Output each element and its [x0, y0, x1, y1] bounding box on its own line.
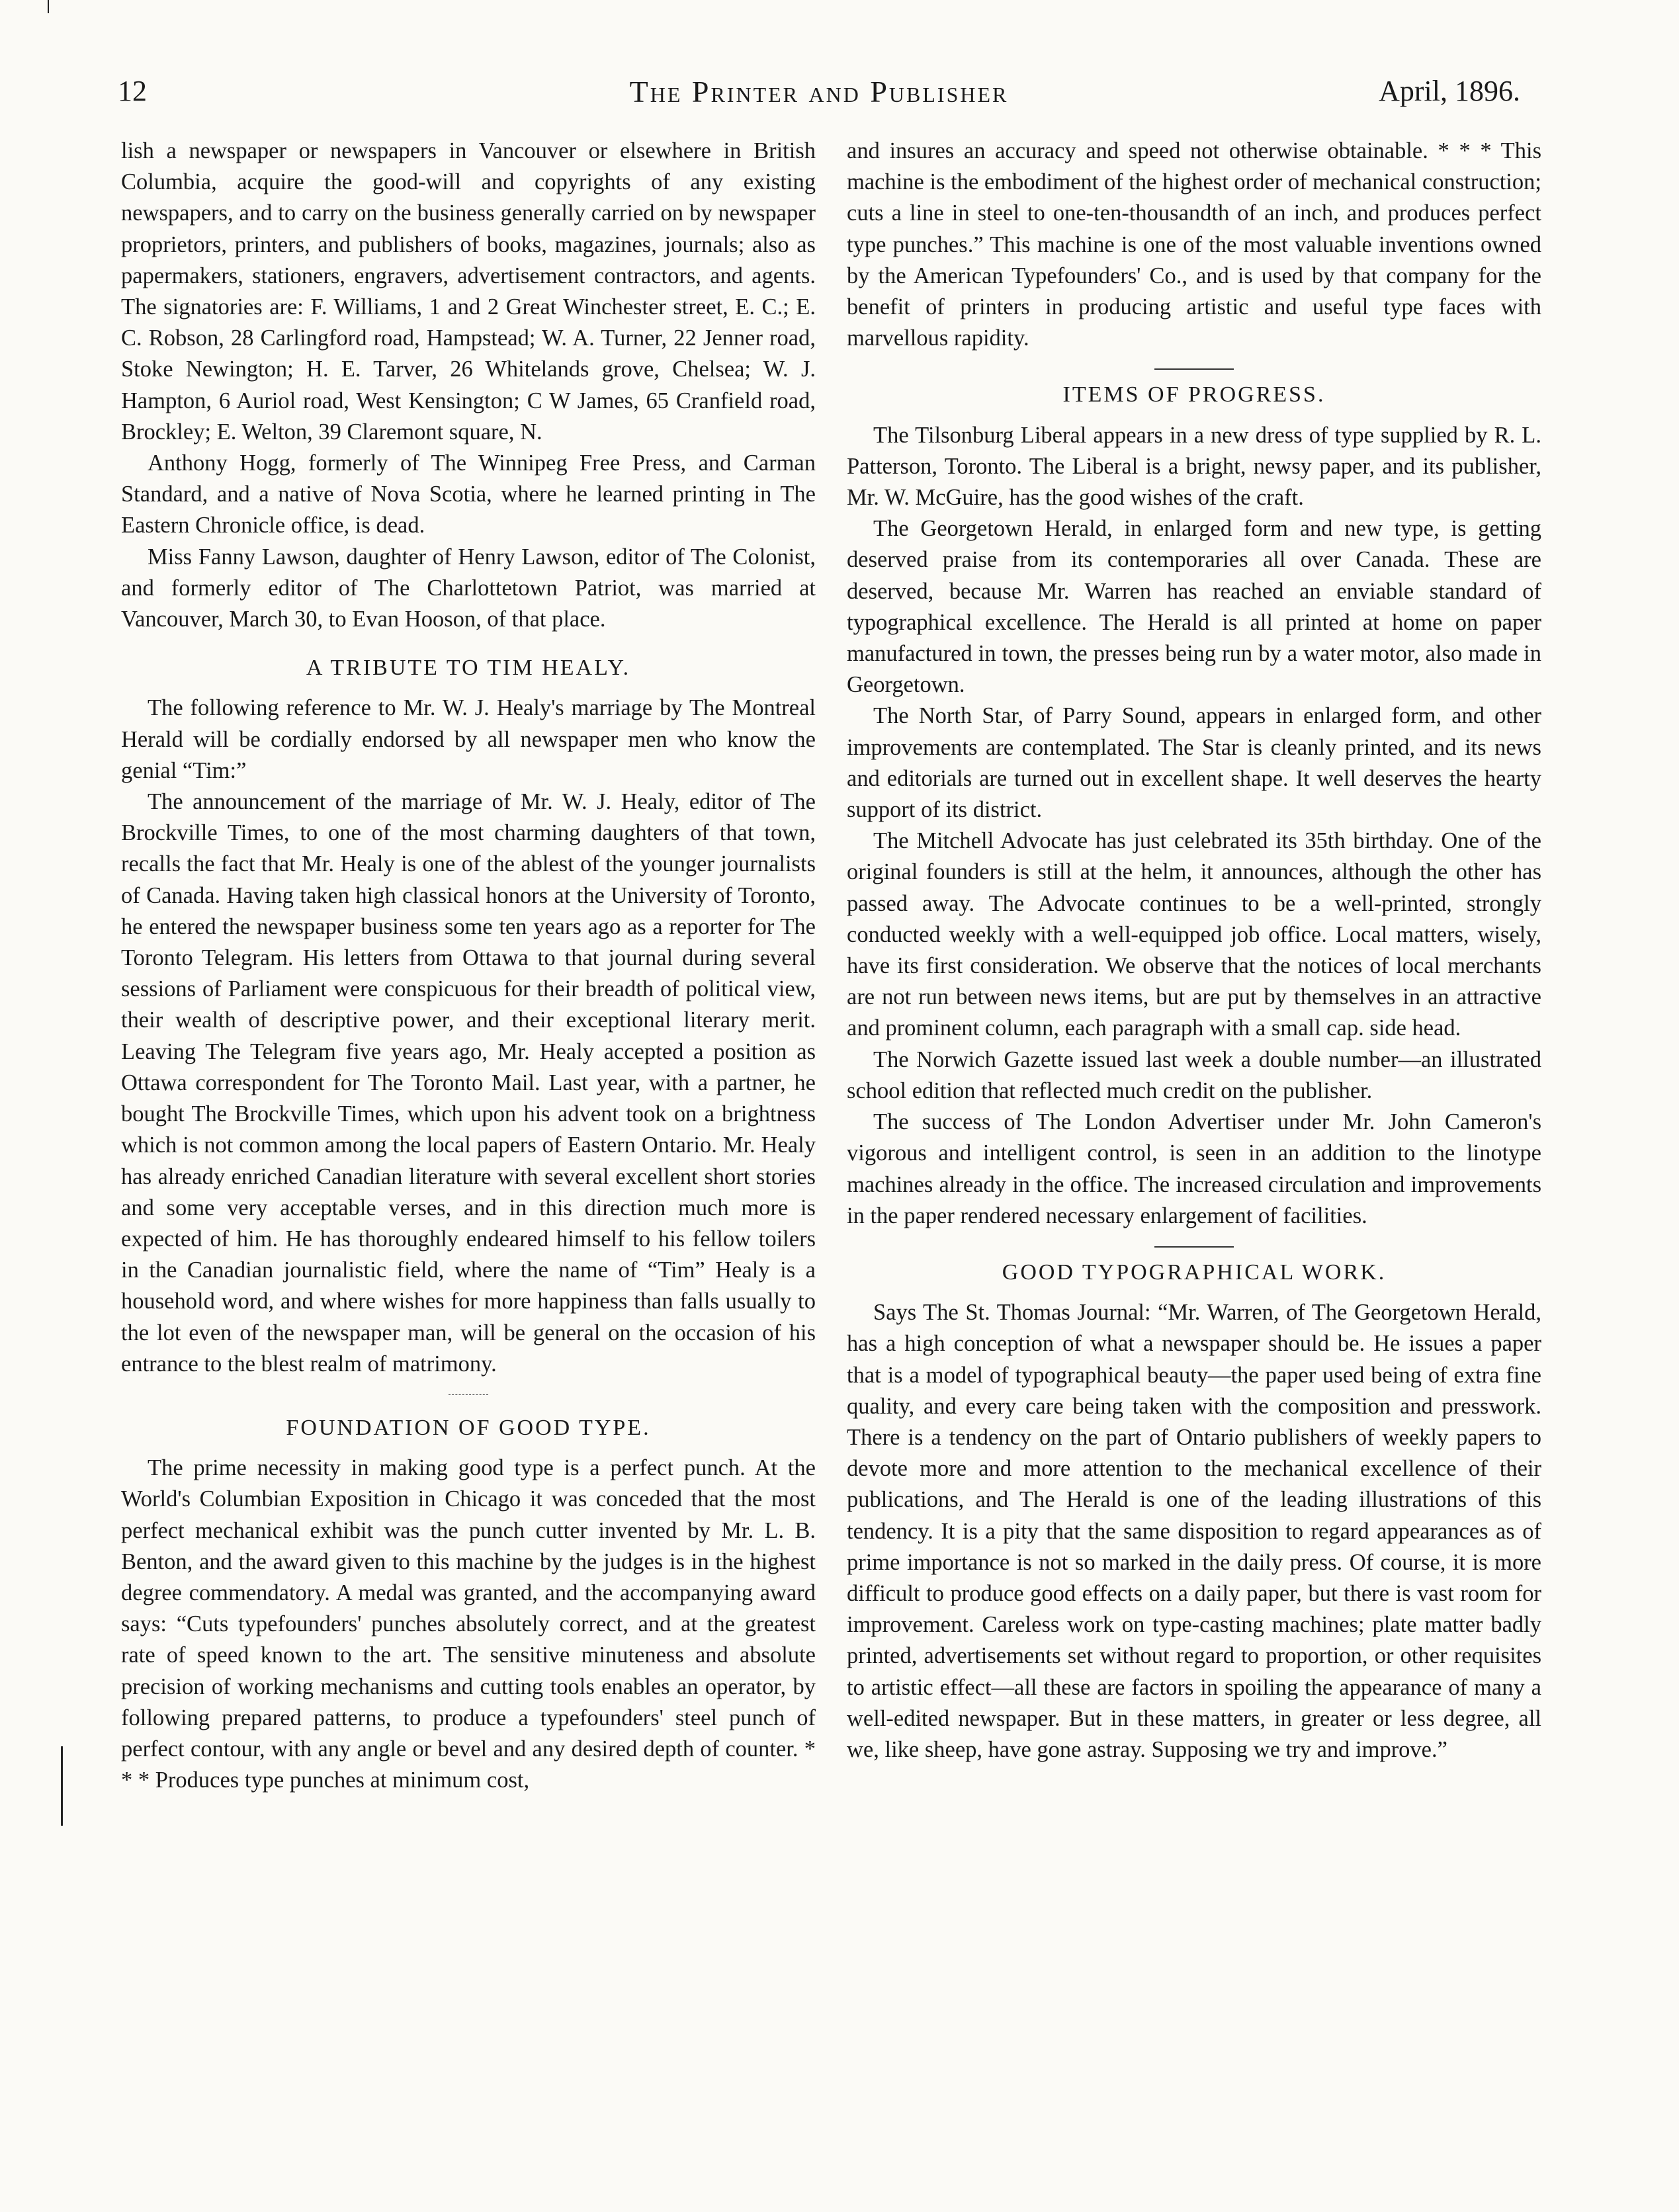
page-header — [118, 74, 1520, 114]
paragraph-punch-cutter-continued: and insures an accuracy and speed not otherwise obtainable. * * * This machine is the embodiment of the highest order of mechanical construction; cuts a line in steel to one-ten-thousandth of an inch, and produces perfect type punches.” This machine is one of the most valuable inventions owned by the American Typefounders' Co., and is used by that company for the benefit of printers in producing artistic and useful type faces with marvellous rapidity. — [847, 138, 1542, 351]
paragraph-georgetown-herald: The Georgetown Herald, in enlarged form and new type, is getting deserved praise from its contemporaries all over Canada. These are deserved, because Mr. Warren has reached an enviable standard of typographical excellence. The Herald is all printed at home on paper manufactured in town, the presses being run by a water motor, also made in Georgetown. — [847, 516, 1541, 698]
section-divider — [1154, 368, 1234, 370]
paragraph-north-star: The North Star, of Parry Sound, appears in enlarged form, and other improvements are contemplated. The Star is cleanly printed, and its news and editorials are turned out in excellent shape. It well deserves the hearty support of its district. — [847, 703, 1541, 823]
paragraph-healy-announcement: The announcement of the marriage of Mr. W. J. Healy, editor of The Brockville Times, to one of the most charming daughters of that town, recalls the fact that Mr. Healy is one of the ablest of the younger journalists of Canada. Having taken high classical honors at the University of Toronto, he entered the newspaper business some ten years ago as a reporter for The Toronto Telegram. His letters from Ottawa to that journal during several sessions of Parliament were conspicuous for their breadth of political view, their wealth of descriptive power, and their exceptional literary merit. Leaving The Telegram five years ago, Mr. Healy accepted a position as Ottawa correspondent for The Toronto Mail. Last year, with a partner, he bought The Brockville Times, which upon his advent took on a brightness which is not common among the local papers of Eastern Ontario. Mr. Healy has already enriched Canadian literature with several excellent short stories and some very acceptable verses, and in this direction much more is expected of him. He has thoroughly endeared himself to his fellow toilers in the Canadian journalistic field, where the name of “Tim” Healy is a household word, and where wishes for more happiness than falls usually to the lot even of the newspaper man, will be general on the occasion of his entrance to the blest realm of matrimony. — [121, 789, 816, 1377]
paragraph-punch-cutter: The prime necessity in making good type is a perfect punch. At the World's Columbian Exposition in Chicago it was conceded that the most perfect mechanical exhibit was the punch cutter invented by Mr. L. B. Benton, and the award given to this machine by the judges is in the highest degree commendatory. A medal was granted, and the accompanying award says: “Cuts typefounders' punches absolutely correct, and at the greatest rate of speed known to the art. The sensitive minuteness and absolute precision of working mechanisms and cutting tools enables an operator, by following prepared patterns, to produce a typefounders' steel punch of perfect contour, with any angle or bevel and any desired depth of counter. * * * Produces type punches at minimum cost, — [121, 1455, 816, 1793]
paragraph-mitchell-advocate: The Mitchell Advocate has just celebrated its 35th birthday. One of the original founders is still at the helm, it announces, although the other has passed away. The Advocate continues to be a well-printed, strongly conducted weekly with a well-equipped job office. Local matters, wisely, have its first consideration. We observe that the notices of local merchants are not run between news items, but are put by themselves in an attractive and prominent column, each paragraph with a small cap. side head. — [847, 828, 1541, 1041]
paragraph-tilsonburg-liberal: The Tilsonburg Liberal appears in a new dress of type supplied by R. L. Patterson, Toronto. The Liberal is a bright, newsy paper, and its publisher, Mr. W. McGuire, has the good wishes of the craft. — [847, 422, 1541, 511]
issue-date: April, 1896. — [1379, 75, 1520, 107]
margin-mark — [61, 1746, 63, 1826]
paragraph-anthony-hogg: Anthony Hogg, formerly of The Winnipeg Free Press, and Carman Standard, and a native of Nova Scotia, where he learned printing in The Eastern Chronicle office, is dead. — [121, 450, 816, 538]
section-divider — [449, 1394, 488, 1395]
right-column — [847, 136, 1541, 1765]
paragraph-healy-intro: The following reference to Mr. W. J. Healy's marriage by The Montreal Herald will be cordially endorsed by all newspaper men who know the genial “Tim:” — [121, 695, 816, 783]
heading-good-typographical-work: GOOD TYPOGRAPHICAL WORK. — [1002, 1259, 1387, 1285]
left-column — [121, 136, 816, 1796]
section-divider — [1154, 1246, 1234, 1248]
paragraph-fanny-lawson: Miss Fanny Lawson, daughter of Henry Lawson, editor of The Colonist, and formerly editor of The Charlottetown Patriot, was married at Vancouver, March 30, to Evan Hooson, of that place. — [121, 544, 816, 632]
heading-items-of-progress: ITEMS OF PROGRESS. — [1062, 382, 1326, 407]
paragraph-norwich-gazette: The Norwich Gazette issued last week a double number—an illustrated school edition that reflected much credit on the publisher. — [847, 1046, 1541, 1103]
paragraph-st-thomas-journal: Says The St. Thomas Journal: “Mr. Warren, of The Georgetown Herald, has a high conception of what a newspaper should be. He issues a paper that is a model of typographical beauty—the paper used being of extra fine quality, and every care being taken with the composition and presswork. There is a tendency on the part of Ontario publishers of weekly papers to devote more and more attention to the mechanical excellence of their publications, and The Herald is one of the leading illustrations of this tendency. It is a pity that the same disposition to regard appearances as of prime importance is not so marked in the daily press. Of course, it is more difficult to produce good effects on a daily paper, but there is vast room for improvement. Careless work on type-casting machines; plate matter badly printed, advertisements set without regard to proportion, or other requisites to artistic effect—all these are factors in spoiling the appearance of many a well-edited newspaper. But in these matters, in greater or less degree, all we, like sheep, have gone astray. Supposing we try and improve.” — [847, 1300, 1541, 1762]
paragraph-company-signatories: lish a newspaper or newspapers in Vancouver or elsewhere in British Columbia, acquire the good-will and copyrights of any existing newspapers, and to carry on the business generally carried on by newspaper proprietors, printers, and publishers of books, magazines, journals; also as papermakers, stationers, engravers, advertisement contractors, and agents. The signatories are: F. Williams, 1 and 2 Great Winchester street, E. C.; E. C. Robson, 28 Carlingford road, Hampstead; W. A. Turner, 22 Jenner road, Stoke Newington; H. E. Tarver, 26 Whitelands grove, Chelsea; W. J. Hampton, 6 Auriol road, West Kensington; C W James, 65 Cranfield road, Brockley; E. Welton, 39 Claremont square, N. — [121, 138, 816, 445]
running-title: The Printer and Publisher — [629, 75, 1009, 108]
margin-mark — [48, 0, 49, 13]
paragraph-london-advertiser: The success of The London Advertiser under Mr. John Cameron's vigorous and intelligent control, is seen in an addition to the linotype machines already in the office. The increased circulation and improvements in the paper rendered necessary enlargement of facilities. — [847, 1109, 1541, 1228]
page-number: 12 — [118, 75, 147, 107]
heading-tribute-to-tim-healy: A TRIBUTE TO TIM HEALY. — [306, 656, 631, 681]
heading-foundation-of-good-type: FOUNDATION OF GOOD TYPE. — [286, 1415, 651, 1440]
